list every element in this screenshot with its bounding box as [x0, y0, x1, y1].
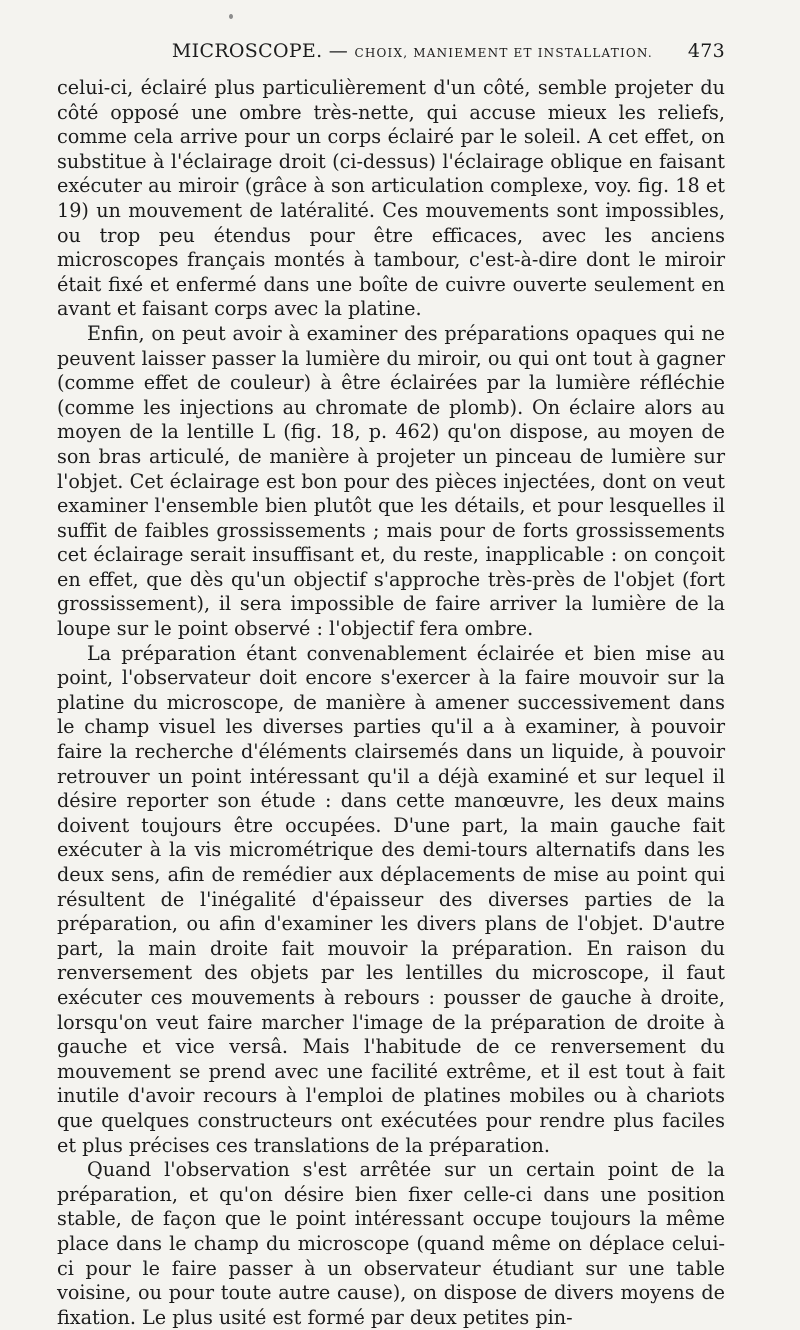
header-dash: — — [328, 40, 349, 62]
running-header — [57, 40, 725, 76]
header-title: MICROSCOPE. — [171, 40, 323, 62]
header-subtitle: CHOIX, MANIEMENT ET INSTALLATION. — [354, 46, 653, 60]
paragraph-opaque-preparations: Enfin, on peut avoir à examiner des préparations opaques qui ne peuvent laisser passer la lumière du miroir, ou qui ont tout à gagner (comme effet de couleur) à être éclairées par la lumière réfléchie (comme les injections au chromate de plomb). On éclaire alors au moyen de la lentille L (fig. 18, p. 462) qu'on dispose, au moyen de son bras articulé, de manière à projeter un pinceau de lumière sur l'objet. Cet éclairage est bon pour des pièces injectées, dont on veut examiner l'ensemble bien plutôt que les détails, et pour lesquelles il suffit de faibles grossissements ; mais pour de forts grossissements cet éclairage serait insuffisant et, du reste, inapplicable : on conçoit en effet, que dès qu'un objectif s'approche très-près de l'objet (fort grossissement), il sera impossible de faire arriver la lumière de la loupe sur le point observé : l'objectif fera ombre. — [57, 321, 725, 641]
paragraph-continued: celui-ci, éclairé plus particulièrement d'un côté, semble projeter du côté opposé une ombre très-nette, qui accuse mieux les reliefs, comme cela arrive pour un corps éclairé par le soleil. A cet effet, on substitue à l'éclairage droit (ci-dessus) l'éclairage oblique en faisant exécuter au miroir (grâce à son articulation complexe, voy. fig. 18 et 19) un mouvement de latéralité. Ces mouvements sont impossibles, ou trop peu étendus pour être efficaces, avec les anciens microscopes français montés à tambour, c'est-à-dire dont le miroir était fixé et enfermé dans une boîte de cuivre ouverte seulement en avant et faisant corps avec la platine. — [57, 76, 725, 321]
running-title — [57, 40, 688, 62]
paper-speck — [229, 14, 233, 19]
body-text — [57, 76, 725, 1330]
paragraph-fixation: Quand l'observation s'est arrêtée sur un certain point de la préparation, et qu'on désire bien fixer celle-ci dans une position stable, de façon que le point intéressant occupe toujours la même place dans le champ du microscope (quand même on déplace celui-ci pour le faire passer à un observateur étudiant sur une table voisine, ou pour toute autre cause), on dispose de divers moyens de fixation. Le plus usité est formé par deux petites pin- — [57, 1158, 725, 1329]
book-page — [57, 40, 725, 1330]
page-number: 473 — [687, 40, 725, 62]
paragraph-moving-preparation: La préparation étant convenablement éclairée et bien mise au point, l'observateur doit encore s'exercer à la faire mouvoir sur la platine du microscope, de manière à amener successivement dans le champ visuel les diverses parties qu'il a à examiner, à pouvoir faire la recherche d'éléments clairsemés dans un liquide, à pouvoir retrouver un point intéressant qu'il a déjà examiné et sur lequel il désire reporter son étude : dans cette manœuvre, les deux mains doivent toujours être occupées. D'une part, la main gauche fait exécuter à la vis micrométrique des demi-tours alternatifs dans les deux sens, afin de remédier aux déplacements de mise au point qui résultent de l'inégalité d'épaisseur des diverses parties de la préparation, ou afin d'examiner les divers plans de l'objet. D'autre part, la main droite fait mouvoir la préparation. En raison du renversement des objets par les lentilles du microscope, il faut exécuter ces mouvements à rebours : pousser de gauche à droite, lorsqu'on veut faire marcher l'image de la préparation de droite à gauche et vice versâ. Mais l'habitude de ce renversement du mouvement se prend avec une facilité extrême, et il est tout à fait inutile d'avoir recours à l'emploi de platines mobiles ou à chariots que quelques constructeurs ont exécutées pour rendre plus faciles et plus précises ces translations de la préparation. — [57, 641, 725, 1157]
